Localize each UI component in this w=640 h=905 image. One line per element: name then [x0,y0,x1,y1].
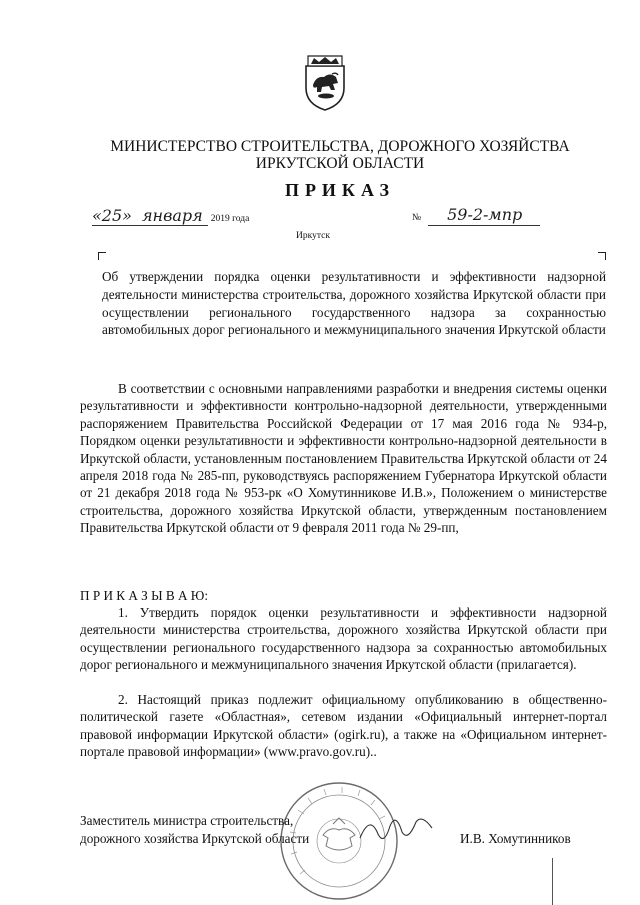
date-year: 2019 года [210,214,250,224]
number-underline [428,225,540,226]
ministry-name-line2: ИРКУТСКОЙ ОБЛАСТИ [255,155,425,172]
document-title: ПРИКАЗ [284,180,396,200]
page-edge-line [552,858,553,905]
number-prefix: № [412,213,422,223]
document-subject: Об утверждении порядка оценки результативности и эффективности надзорной деятельности министерства строительства, дорожного хозяйства Иркутской области при осуществлении регионального государственного надзора за сохранностью автомобильных дорог регионального и межмуниципального значения Иркутской области [102,269,606,338]
order-item-1: 1. Утвердить порядок оценки результативности и эффективности надзорной деятельности министерства строительства, дорожного хозяйства Иркутской области при осуществлении регионального государственного надзора за сохранностью автомобильных дорог регионального и межмуниципального значения Иркутской области (прилагается). [80,605,607,673]
handwritten-signature [356,808,436,848]
coat-of-arms-emblem [302,52,348,112]
corner-bracket-right [598,252,606,260]
order-number [412,205,572,227]
signatory-position-line1: Заместитель министра строительства, [80,813,294,828]
city-name: Иркутск [296,231,330,241]
corner-bracket-left [98,252,106,260]
signatory-position-line2: дорожного хозяйства Иркутской области [80,831,310,846]
date-day: «25» [92,206,132,225]
date-underline [92,225,208,226]
number-value: 59-2-мпр [447,205,523,224]
preamble-paragraph: В соответствии с основными направлениями разработки и внедрения системы оценки результативности и эффективности контрольно-надзорной деятельности, утвержденными распоряжением Правительства Российской Федерации от 17 мая 2016 года № 934-р, Порядком оценки результативности и эффективности контрольно-надзорной деятельности в Иркутской области, установленным постановлением Правительства Иркутской области от 24 апреля 2018 года № 285-пп, руководствуясь распоряжением Губернатора Иркутской области от 21 декабря 2018 года № 953-рк «О Хомутинникове И.В.», Положением о министерстве строительства, дорожного хозяйства Иркутской области, утвержденным постановлением Правительства Иркутской области от 9 февраля 2011 года № 29-пп, [80,381,607,536]
date-month: января [141,206,203,225]
order-item-2: 2. Настоящий приказ подлежит официальному опубликованию в общественно-политической газете «Областная», сетевом издании «Официальный интернет-портал правовой информации Иркутской области» (ogirk.ru), а также на «Официальном интернет-портале правовой информации» (www.pravo.gov.ru).. [80,692,607,760]
ministry-name-line1: МИНИСТЕРСТВО СТРОИТЕЛЬСТВА, ДОРОЖНОГО ХОЗЯЙСТВА [110,138,570,155]
order-word: П Р И К А З Ы В А Ю: [80,588,209,603]
signatory-name: И.В. Хомутинников [460,831,571,846]
